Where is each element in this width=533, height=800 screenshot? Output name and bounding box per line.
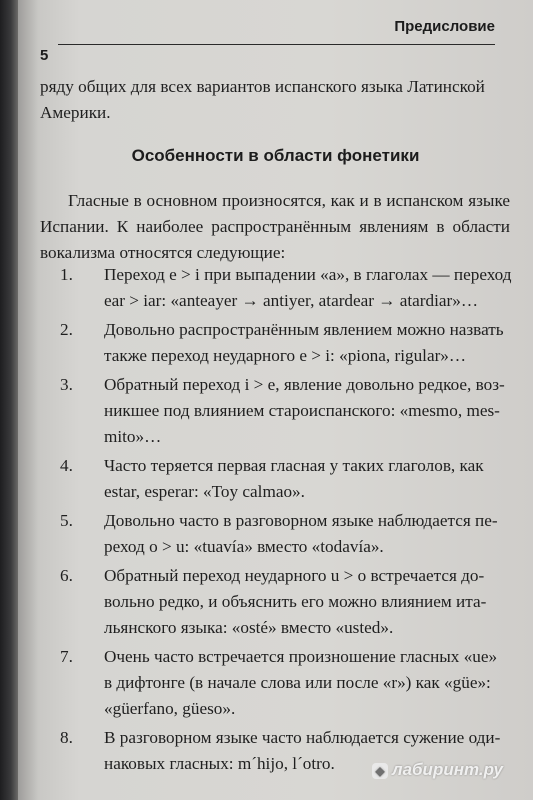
list-item-line: Переход e > i при выпадении «a», в глаголах — переход	[104, 265, 512, 284]
list-item-number: 2.	[60, 320, 73, 339]
list-item	[60, 563, 515, 641]
running-title: Предисловие	[394, 18, 495, 35]
phonetics-list	[60, 262, 515, 780]
list-item-line: Довольно распространённым явлением можно назвать	[104, 320, 504, 339]
list-item-line: Обратный переход неударного u > o встречается до-	[104, 566, 485, 585]
text-line: ряду общих для всех вариантов испанского языка Латинской	[40, 77, 485, 96]
intro-text	[40, 74, 510, 126]
list-item-number: 1.	[60, 265, 73, 284]
text-line: Гласные в основном произносятся, как и в испанском языке	[68, 191, 510, 210]
text-line: Америки.	[40, 103, 111, 122]
list-item-line: Обратный переход i > e, явление довольно редкое, воз-	[104, 375, 505, 394]
list-item-line: реход o > u: «tuavía» вместо «todavía».	[104, 537, 384, 556]
page-number: 5	[40, 47, 49, 64]
text-line: вокализма относятся следующие:	[40, 243, 286, 262]
list-item-line: вольно редко, и объяснить его можно влиянием ита-	[104, 592, 487, 611]
list-item-line: Довольно часто в разговорном языке наблюдается пе-	[104, 511, 498, 530]
list-item-line: «güerfano, güeso».	[104, 699, 236, 718]
section-heading: Особенности в области фонетики	[131, 146, 420, 165]
list-item-line: estar, esperar: «Toy calmao».	[104, 482, 305, 501]
list-item-line: Очень часто встречается произношение гласных «ue»	[104, 647, 498, 666]
labirint-logo-icon: ◆	[372, 763, 388, 779]
list-item-line: также переход неударного e > i: «piona, rigular»…	[104, 346, 467, 365]
running-header	[58, 16, 495, 45]
list-item	[60, 372, 515, 450]
list-item-number: 8.	[60, 728, 73, 747]
list-item-line: в дифтонге (в начале слова или после «r») как «güe»:	[104, 673, 491, 692]
book-page	[18, 0, 533, 800]
list-item	[60, 644, 515, 722]
text-line: Испании. К наиболее распространённым явлениям в области	[40, 217, 510, 236]
list-item-line: никшее под влиянием староиспанского: «mesmo, mes-	[104, 401, 500, 420]
list-item-number: 7.	[60, 647, 73, 666]
list-item-line: mito»…	[104, 427, 162, 446]
list-item-number: 5.	[60, 511, 73, 530]
list-item-number: 4.	[60, 456, 73, 475]
list-item-line: Часто теряется первая гласная у таких глаголов, как	[104, 456, 484, 475]
list-item	[60, 262, 515, 314]
list-item	[60, 508, 515, 560]
list-item-line: наковых гласных: m´hijo, l´otro.	[104, 754, 335, 773]
list-item	[60, 317, 515, 369]
watermark	[372, 760, 503, 780]
list-item-line: ear > iar: «anteayer → antiyer, atardear → atardiar»…	[104, 291, 479, 310]
list-item-number: 3.	[60, 375, 73, 394]
book-spine-shadow	[0, 0, 18, 800]
watermark-text: лабиринт.ру	[392, 760, 503, 779]
list-item	[60, 453, 515, 505]
list-item-line: В разговорном языке часто наблюдается сужение оди-	[104, 728, 501, 747]
section-paragraph	[40, 188, 510, 266]
list-item-number: 6.	[60, 566, 73, 585]
list-item-line: льянского языка: «osté» вместо «usted».	[104, 618, 394, 637]
